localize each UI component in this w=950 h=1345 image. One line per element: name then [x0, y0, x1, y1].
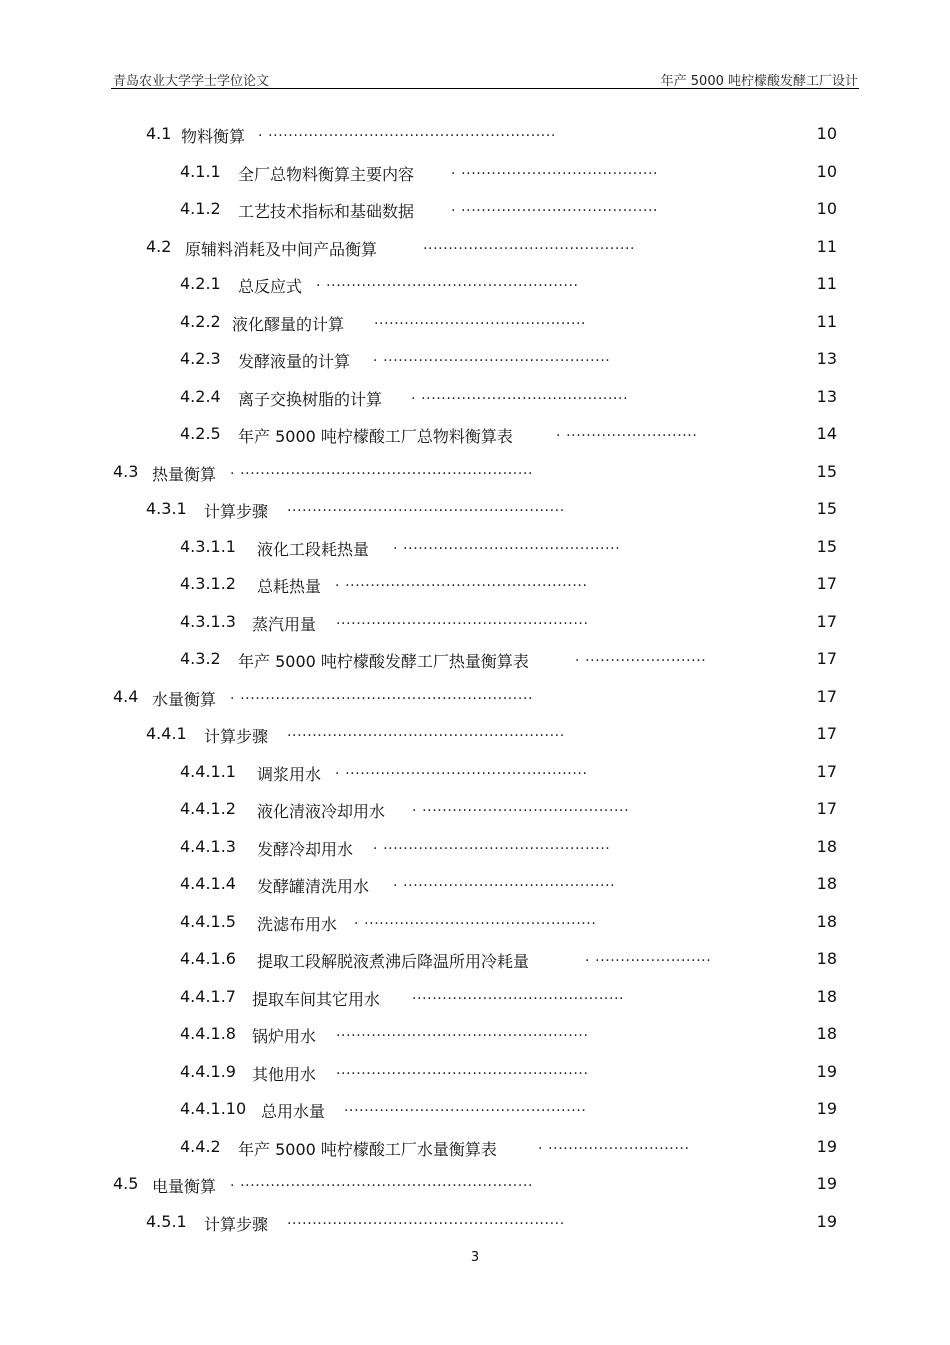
toc-entry-number: 4.2.4	[180, 386, 221, 406]
toc-entry[interactable]	[0, 1090, 950, 1128]
toc-entry[interactable]	[0, 378, 950, 416]
toc-entry[interactable]	[0, 453, 950, 491]
toc-entry-number: 4.4.1.6	[180, 949, 236, 968]
toc-dot-leader: . ..........................................................	[230, 686, 534, 703]
toc-entry[interactable]	[0, 153, 950, 191]
toc-entry-page: 17	[816, 799, 837, 818]
toc-dot-leader: ................................................	[344, 1099, 587, 1115]
toc-entry-title: 发酵冷却用水	[257, 839, 354, 859]
toc-entry-number: 4.4.1.7	[180, 986, 236, 1006]
toc-entry[interactable]	[0, 978, 950, 1016]
toc-dot-leader: . .........................................	[412, 799, 630, 815]
toc-entry-number: 4.5.1	[146, 1211, 187, 1231]
toc-entry-number: 4.4.1.9	[180, 1061, 236, 1081]
toc-entry[interactable]	[0, 1165, 950, 1203]
toc-entry-page: 18	[816, 1024, 837, 1043]
toc-entry-page: 19	[816, 1061, 837, 1081]
header-rule	[111, 88, 859, 89]
toc-entry-page: 13	[816, 386, 837, 406]
toc-dot-leader: . ..........................	[556, 424, 698, 440]
toc-entry[interactable]	[0, 1128, 950, 1166]
toc-entry[interactable]	[0, 828, 950, 866]
toc-entry-page: 18	[816, 986, 837, 1006]
toc-entry-number: 4.4.1.4	[180, 874, 236, 893]
toc-entry-page: 19	[816, 1211, 837, 1231]
toc-entry-title: 热量衡算	[152, 464, 217, 484]
toc-entry[interactable]	[0, 265, 950, 303]
toc-dot-leader: . .........................................................	[258, 124, 556, 140]
toc-entry-title: 锅炉用水	[252, 1027, 317, 1046]
toc-dot-leader: . ..........................................................	[230, 1174, 534, 1190]
toc-entry[interactable]	[0, 415, 950, 453]
toc-dot-leader: . .........................................	[411, 386, 629, 403]
toc-entry[interactable]	[0, 190, 950, 228]
toc-entry-title: 其他用水	[252, 1064, 317, 1084]
toc-entry-page: 19	[816, 1099, 837, 1118]
toc-entry-number: 4.4.1.5	[180, 911, 236, 931]
toc-entry-title: 计算步骤	[204, 502, 269, 521]
toc-entry-page: 11	[816, 236, 837, 256]
toc-entry-page: 18	[816, 836, 837, 856]
toc-entry-number: 4.2	[146, 236, 172, 256]
toc-entry-title: 物料衡算	[181, 127, 246, 146]
toc-entry-number: 4.3.2	[180, 649, 221, 668]
toc-dot-leader: . ........................	[575, 649, 707, 665]
toc-entry[interactable]	[0, 490, 950, 528]
toc-entry-number: 4.3	[113, 461, 139, 481]
toc-entry-page: 14	[816, 424, 837, 443]
toc-entry-page: 18	[816, 949, 837, 968]
toc-entry-title: 提取工段解脱液煮沸后降温所用冷耗量	[257, 952, 530, 971]
toc-entry[interactable]	[0, 303, 950, 341]
toc-entry-title: 液化工段耗热量	[257, 539, 370, 559]
toc-dot-leader: . ............................	[538, 1136, 690, 1153]
toc-entry-page: 17	[816, 611, 837, 631]
toc-entry-page: 19	[816, 1136, 837, 1156]
toc-dot-leader: ..................................................	[336, 611, 589, 628]
toc-entry-title: 原辅料消耗及中间产品衡算	[185, 239, 378, 259]
toc-entry-page: 17	[816, 574, 837, 593]
toc-entry[interactable]	[0, 340, 950, 378]
toc-entry-number: 4.2.1	[180, 274, 221, 293]
toc-entry[interactable]	[0, 940, 950, 978]
toc-dot-leader: .......................................................	[287, 1211, 565, 1228]
toc-entry-page: 17	[816, 724, 837, 743]
toc-dot-leader: . .............................................	[373, 836, 611, 853]
toc-dot-leader: ..........................................	[374, 311, 587, 328]
toc-entry-number: 4.5	[113, 1174, 139, 1193]
toc-dot-leader: . .............................................	[373, 349, 611, 365]
toc-entry-title: 年产 5000 吨柠檬酸工厂总物料衡算表	[238, 427, 513, 446]
toc-dot-leader: . ...........................................	[393, 536, 621, 553]
toc-entry-title: 年产 5000 吨柠檬酸发酵工厂热量衡算表	[238, 652, 529, 671]
toc-entry-page: 11	[816, 311, 837, 331]
toc-entry-title: 水量衡算	[152, 689, 217, 709]
toc-dot-leader: .......................................................	[287, 724, 565, 740]
toc-entry[interactable]	[0, 790, 950, 828]
toc-entry-page: 10	[816, 161, 837, 181]
toc-entry-title: 总用水量	[261, 1102, 326, 1121]
toc-entry[interactable]	[0, 115, 950, 153]
toc-entry-number: 4.3.1.3	[180, 611, 236, 631]
toc-entry-number: 4.2.2	[180, 311, 221, 331]
toc-entry[interactable]	[0, 715, 950, 753]
toc-entry-number: 4.3.1.2	[180, 574, 236, 593]
toc-entry-title: 液化醪量的计算	[232, 314, 345, 334]
toc-entry-title: 提取车间其它用水	[252, 989, 381, 1009]
toc-entry-number: 4.4.1	[146, 724, 187, 743]
table-of-contents	[0, 115, 950, 1240]
toc-entry-page: 17	[816, 761, 837, 781]
toc-dot-leader: ..........................................	[423, 236, 636, 253]
toc-dot-leader: . .......................................	[451, 161, 659, 178]
toc-entry-title: 总耗热量	[257, 577, 322, 596]
toc-entry-number: 4.2.3	[180, 349, 221, 368]
toc-entry[interactable]	[0, 753, 950, 791]
toc-entry-page: 13	[816, 349, 837, 368]
toc-entry-title: 年产 5000 吨柠檬酸工厂水量衡算表	[238, 1139, 497, 1159]
toc-entry[interactable]	[0, 565, 950, 603]
toc-entry[interactable]	[0, 603, 950, 641]
toc-entry-number: 4.1.2	[180, 199, 221, 218]
toc-entry-number: 4.4.1.3	[180, 836, 236, 856]
toc-dot-leader: . .......................	[585, 949, 712, 965]
toc-entry[interactable]	[0, 640, 950, 678]
toc-entry-title: 洗滤布用水	[257, 914, 338, 934]
toc-entry-page: 18	[816, 911, 837, 931]
toc-dot-leader: ..................................................	[336, 1061, 589, 1078]
toc-dot-leader: . ................................................	[335, 574, 588, 590]
toc-entry-number: 4.2.5	[180, 424, 221, 443]
toc-dot-leader: . ..........................................................	[230, 461, 534, 478]
running-header-right: 年产 5000 吨柠檬酸发酵工厂设计	[660, 74, 858, 89]
toc-entry-title: 发酵液量的计算	[238, 352, 351, 371]
toc-entry-title: 蒸汽用量	[252, 614, 317, 634]
toc-entry-title: 发酵罐清洗用水	[257, 877, 370, 896]
toc-entry[interactable]	[0, 678, 950, 716]
toc-entry-number: 4.4.1.10	[180, 1099, 247, 1118]
toc-dot-leader: . .......................................	[451, 199, 659, 215]
toc-entry-page: 10	[816, 124, 837, 143]
toc-entry-number: 4.1.1	[180, 161, 221, 181]
toc-entry-title: 离子交换树脂的计算	[238, 389, 383, 409]
toc-entry-number: 4.1	[146, 124, 172, 143]
toc-entry-number: 4.4.1.8	[180, 1024, 236, 1043]
toc-dot-leader: ..........................................	[412, 986, 625, 1003]
toc-entry-number: 4.4.1.1	[180, 761, 236, 781]
toc-entry[interactable]	[0, 1203, 950, 1241]
toc-entry-title: 总反应式	[238, 277, 303, 296]
toc-entry-title: 计算步骤	[204, 1214, 269, 1234]
running-header-left: 青岛农业大学学士学位论文	[113, 74, 270, 89]
toc-dot-leader: . ..........................................	[393, 874, 616, 890]
toc-dot-leader: ..................................................	[336, 1024, 589, 1040]
page-number: 3	[470, 1250, 480, 1265]
toc-entry-page: 19	[816, 1174, 837, 1193]
toc-entry-page: 15	[816, 461, 837, 481]
toc-entry-number: 4.3.1	[146, 499, 187, 518]
toc-entry[interactable]	[0, 1015, 950, 1053]
toc-entry-page: 17	[816, 686, 837, 706]
toc-entry[interactable]	[0, 1053, 950, 1091]
toc-entry-number: 4.3.1.1	[180, 536, 236, 556]
toc-entry[interactable]	[0, 228, 950, 266]
toc-entry-number: 4.4.2	[180, 1136, 221, 1156]
toc-entry-title: 电量衡算	[152, 1177, 217, 1196]
toc-dot-leader: .......................................................	[287, 499, 565, 515]
toc-dot-leader: . ................................................	[335, 761, 588, 778]
toc-entry-page: 15	[816, 499, 837, 518]
toc-entry-page: 17	[816, 649, 837, 668]
toc-entry[interactable]	[0, 903, 950, 941]
toc-entry-page: 15	[816, 536, 837, 556]
toc-entry-page: 11	[816, 274, 837, 293]
toc-entry-title: 工艺技术指标和基础数据	[238, 202, 415, 221]
toc-entry-number: 4.4.1.2	[180, 799, 236, 818]
toc-entry[interactable]	[0, 865, 950, 903]
toc-entry-page: 18	[816, 874, 837, 893]
toc-entry-title: 调浆用水	[257, 764, 322, 784]
toc-entry-title: 液化清液冷却用水	[257, 802, 386, 821]
toc-entry-page: 10	[816, 199, 837, 218]
toc-dot-leader: . ..............................................	[354, 911, 597, 928]
toc-entry-title: 全厂总物料衡算主要内容	[238, 164, 415, 184]
toc-entry-number: 4.4	[113, 686, 139, 706]
toc-entry[interactable]	[0, 528, 950, 566]
toc-dot-leader: . ..................................................	[316, 274, 579, 290]
toc-entry-title: 计算步骤	[204, 727, 269, 746]
